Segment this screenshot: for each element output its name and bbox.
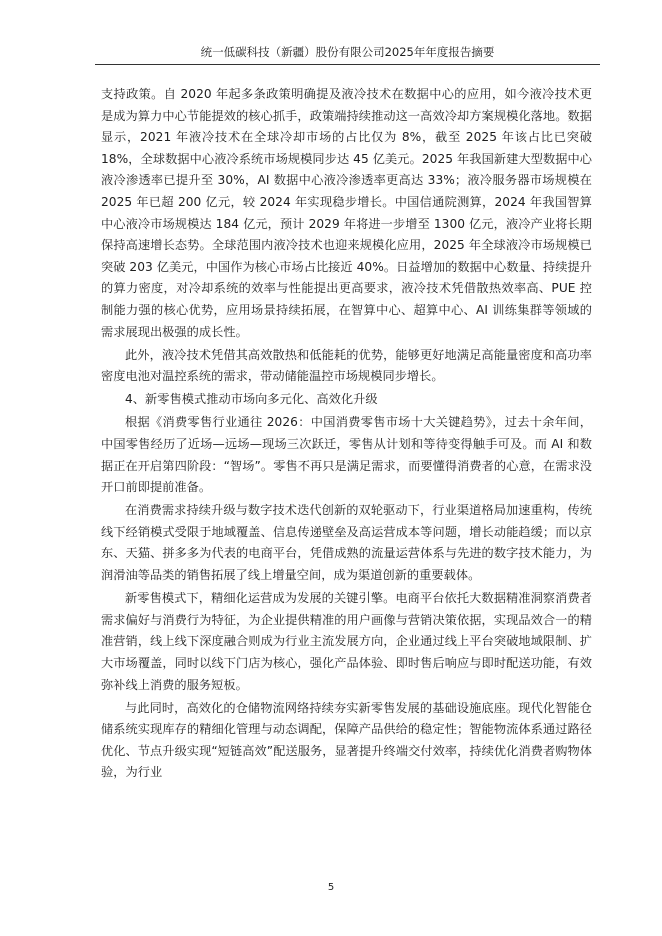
paragraph-refined-operations: 新零售模式下，精细化运营成为发展的关键引擎。电商平台依托大数据精准洞察消费者需求偏好与消费行为特征，为企业提供精准的用户画像与营销决策依据，实现品效合一的精准营销，线上线下深度融合则成为行业主流发展方向，企业通过线上平台突破地域限制、扩大市场覆盖，同时以线下门店为核心，强化产品体验、即时售后响应与即时配送功能，有效弥补线上消费的服务短板。 (101, 591, 592, 692)
page-header: 统一低碳科技（新疆）股份有限公司2025年年度报告摘要 (200, 45, 495, 59)
paragraph-liquid-cooling-policy: 支持政策。自 2020 年起多条政策明确提及液冷技术在数据中心的应用，如今液冷技术更是成为算力中心节能提效的核心抓手，政策端持续推动这一高效冷却方案规模化落地。数据显示，2021 年液冷技术在全球冷却市场的占比仅为 8%，截至 2025 年该占比已突破 18%，全球数据中心液冷系统市场规模同步达 45 亿美元。2025 年我国新建大型数据中心液冷渗透率已提升至 30%，AI 数据中心液冷渗透率更高达 33%；液冷服务器市场规模在 2025 年已超 200 亿元，较 2024 年实现稳步增长。中国信通院测算，2024 年我国智算中心液冷市场规模达 184 亿元，预计 2029 年将进一步增至 1300 亿元，液冷产业将长期保持高速增长态势。全球范围内液冷技术也迎来规模化应用，2025 年全球液冷市场规模已突破 203 亿美元，中国作为核心市场占比接近 40%。日益增加的数据中心数量、持续提升的算力密度，对冷却系统的效率与性能提出更高要求，液冷技术凭借散热效率高、PUE 控制能力强的核心优势，应用场景持续拓展，在智算中心、超算中心、AI 训练集群等领域的需求展现出极强的成长性。 (101, 87, 592, 339)
paragraph-retail-trends: 根据《消费零售行业通往 2026：中国消费零售市场十大关键趋势》，过去十余年间，中国零售经历了近场—远场—现场三次跃迁，零售从计划和等待变得触手可及。而 AI 和数据正在开启第四阶段：“智场”。零售不再只是满足需求，而要懂得消费者的心意，在需求没开口前即提前准备。 (101, 415, 592, 495)
section-heading-new-retail: 4、新零售模式推动市场向多元化、高效化升级 (125, 392, 378, 407)
paragraph-logistics: 与此同时，高效化的仓储物流网络持续夯实新零售发展的基础设施底座。现代化智能仓储系统实现库存的精细化管理与动态调配，保障产品供给的稳定性；智能物流体系通过路径优化、节点升级实现“短链高效”配送服务，显著提升终端交付效率，持续优化消费者购物体验，为行业 (101, 700, 592, 780)
page-number: 5 (327, 882, 335, 893)
paragraph-energy-storage: 此外，液冷技术凭借其高效散热和低能耗的优势，能够更好地满足高能量密度和高功率密度电池对温控系统的需求，带动储能温控市场规模同步增长。 (101, 347, 592, 384)
header-divider (95, 64, 600, 65)
paragraph-channel-restructure: 在消费需求持续升级与数字技术迭代创新的双轮驱动下，行业渠道格局加速重构，传统线下经销模式受限于地域覆盖、信息传递壁垒及高运营成本等问题，增长动能趋缓；而以京东、天猫、拼多多为代表的电商平台，凭借成熟的流量运营体系与先进的数字技术能力，为润滑油等品类的销售拓展了线上增量空间，成为渠道创新的重要载体。 (101, 503, 592, 583)
document-body (101, 84, 592, 786)
